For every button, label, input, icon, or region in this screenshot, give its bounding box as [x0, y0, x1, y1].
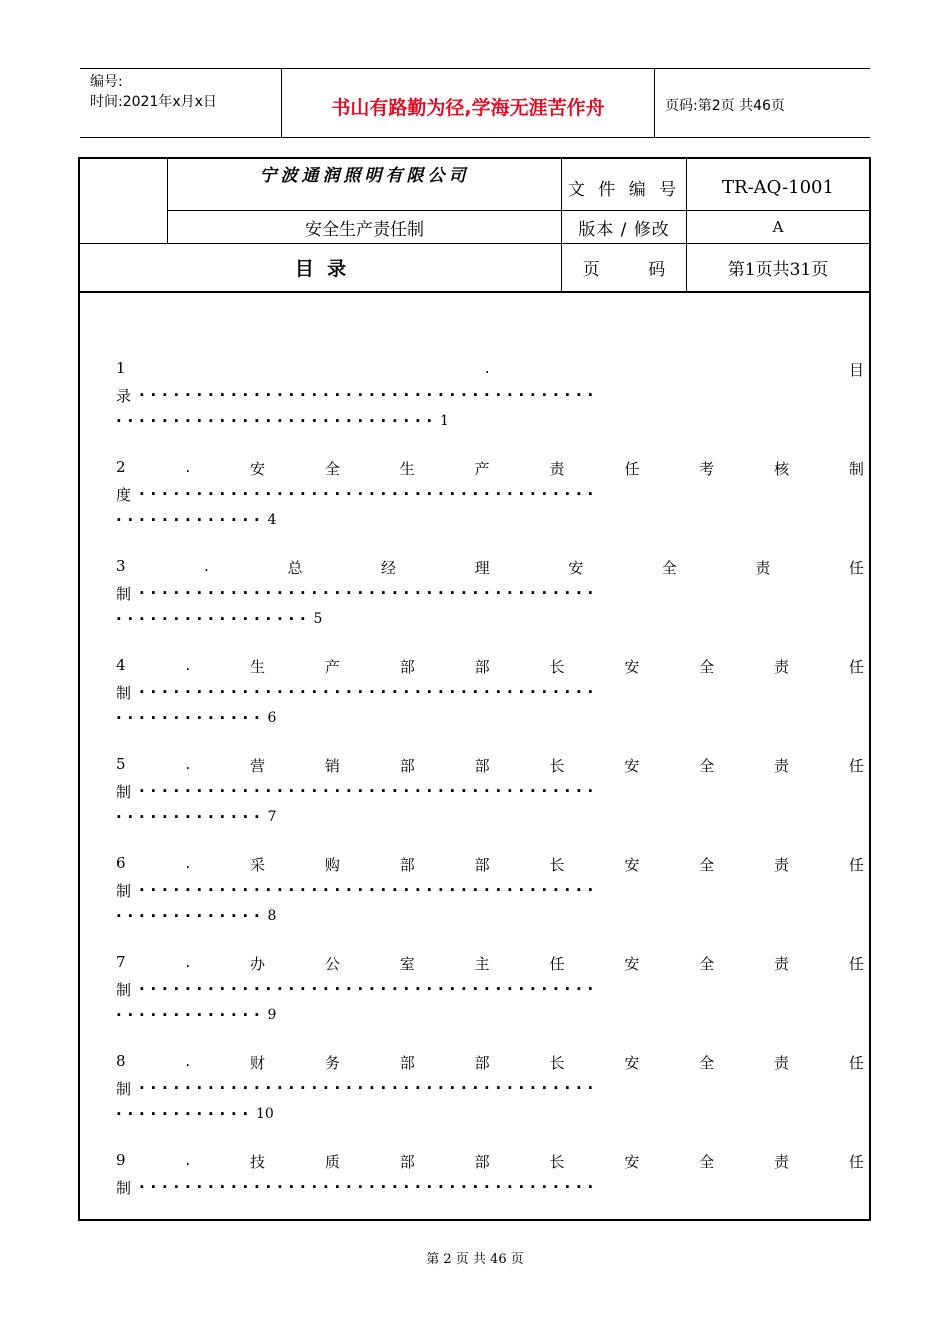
toc-heading-char: 任 [624, 460, 640, 478]
toc-heading-char: 4 [116, 656, 126, 674]
toc-page-line [116, 508, 276, 532]
toc-page-number: 4 [267, 512, 277, 528]
toc-heading-char: . [185, 1052, 191, 1070]
toc-heading-char: 产 [474, 460, 490, 478]
toc-heading-char: 长 [549, 757, 565, 775]
toc-heading-char: 7 [116, 953, 126, 971]
toc-page-number: 8 [267, 908, 277, 924]
dot-leader: ················· [116, 610, 312, 628]
toc-entry[interactable] [116, 557, 864, 633]
page-header [80, 68, 870, 138]
toc-heading-tail: 录 [116, 386, 132, 405]
toc-leader-line [116, 1076, 864, 1100]
toc-heading-char: 总 [287, 559, 303, 577]
dot-leader: ········································ [139, 386, 599, 404]
toc-heading-char: . [185, 854, 191, 872]
toc-title: 目 录 [294, 258, 347, 280]
toc-heading-char: 主 [474, 955, 490, 973]
toc-heading-char: 生 [399, 460, 415, 478]
toc-heading-tail: 制 [116, 1178, 132, 1197]
toc-page-line [116, 904, 276, 928]
toc-entry[interactable] [116, 656, 864, 732]
toc-heading-char: 安 [624, 658, 640, 676]
toc-heading-char: . [185, 1151, 191, 1169]
toc-leader-line [116, 383, 864, 407]
toc-heading-char: . [185, 458, 191, 476]
toc-heading-char: 目 [848, 361, 864, 379]
toc-heading-char: 核 [774, 460, 790, 478]
dot-leader: ···························· [116, 412, 438, 430]
toc-heading-char: 部 [399, 1054, 415, 1072]
toc-heading-char: 全 [699, 856, 715, 874]
toc-entry[interactable] [116, 1052, 864, 1128]
toc-heading-char: 3 [116, 557, 126, 575]
toc-entry[interactable] [116, 1151, 864, 1227]
toc-page-number: 10 [255, 1106, 274, 1122]
document-date: 时间:2021年x月x日 [90, 94, 217, 110]
logo-cell [80, 159, 167, 243]
toc-leader-line [116, 779, 864, 803]
toc-heading-char: 6 [116, 854, 126, 872]
toc-heading-char: 公 [324, 955, 340, 973]
toc-heading-char: 营 [250, 757, 266, 775]
toc-heading-char: 经 [381, 559, 397, 577]
toc-heading-tail: 制 [116, 881, 132, 900]
toc-heading-char: 室 [399, 955, 415, 973]
toc-heading-char: . [185, 755, 191, 773]
toc-heading-char: 责 [774, 1153, 790, 1171]
dot-leader: ········································ [139, 1178, 599, 1196]
toc-heading-char: 责 [774, 856, 790, 874]
page-footer: 第 2 页 共 46 页 [426, 1252, 524, 1267]
toc-heading-char: 全 [324, 460, 340, 478]
dot-leader: ············· [116, 511, 266, 529]
header-motto-cell [282, 69, 655, 137]
toc-page-line [116, 706, 276, 730]
toc-heading-char: 任 [549, 955, 565, 973]
toc-entry-heading [116, 1151, 864, 1175]
toc-entry[interactable] [116, 854, 864, 930]
motto-text: 书山有路勤为径,学海无涯苦作舟 [331, 97, 605, 119]
dot-leader: ········································ [139, 683, 599, 701]
toc-heading-char: 责 [774, 955, 790, 973]
toc-heading-char: 考 [699, 460, 715, 478]
toc-heading-char: 部 [399, 856, 415, 874]
toc-page-number: 6 [267, 710, 277, 726]
toc-entry-heading [116, 953, 864, 977]
toc-heading-tail: 制 [116, 584, 132, 603]
toc-page-number: 9 [267, 1007, 277, 1023]
toc-heading-char: 责 [774, 1054, 790, 1072]
toc-entry-heading [116, 656, 864, 680]
toc-page-line [116, 607, 322, 631]
header-page-info: 页码:第2页 共46页 [665, 98, 785, 114]
toc-heading-tail: 度 [116, 485, 132, 504]
document-number-label: 编号: [90, 74, 123, 90]
toc-heading-char: 2 [116, 458, 126, 476]
doc-number-label: 文 件 编 号 [567, 179, 681, 200]
toc-heading-char: 全 [661, 559, 677, 577]
toc-heading-char: 责 [774, 658, 790, 676]
toc-entry[interactable] [116, 458, 864, 534]
page-value: 第1页共31页 [727, 260, 829, 280]
toc-heading-char: 部 [399, 757, 415, 775]
toc-heading-char: 全 [699, 955, 715, 973]
toc-heading-char: 责 [549, 460, 565, 478]
toc-heading-char: 全 [699, 1153, 715, 1171]
toc-heading-char: 全 [699, 658, 715, 676]
toc-heading-char: 全 [699, 1054, 715, 1072]
toc-heading-char: 部 [474, 658, 490, 676]
toc-page-line [116, 409, 449, 433]
toc-heading-char: 1 [116, 359, 126, 377]
toc-heading-char: 质 [324, 1153, 340, 1171]
toc-heading-tail: 制 [116, 980, 132, 999]
toc-heading-char: 长 [549, 856, 565, 874]
toc-page-line [116, 1003, 276, 1027]
toc-heading-char: 生 [250, 658, 266, 676]
toc-heading-char: 安 [624, 1153, 640, 1171]
toc-entry[interactable] [116, 953, 864, 1029]
toc-heading-char: 5 [116, 755, 126, 773]
toc-heading-char: 安 [624, 757, 640, 775]
toc-heading-char: 技 [250, 1153, 266, 1171]
header-page-cell [655, 69, 870, 137]
toc-heading-char: 务 [324, 1054, 340, 1072]
toc-heading-char: 制 [848, 460, 864, 478]
toc-leader-line [116, 482, 864, 506]
dot-leader: ············· [116, 1006, 266, 1024]
toc-heading-char: 部 [399, 658, 415, 676]
toc-entry[interactable] [116, 359, 864, 435]
document-form [78, 157, 871, 1221]
toc-heading-char: 任 [848, 658, 864, 676]
dot-leader: ········································ [139, 1079, 599, 1097]
toc-heading-char: 任 [848, 1054, 864, 1072]
toc-heading-char: 部 [474, 1153, 490, 1171]
toc-heading-char: 安 [250, 460, 266, 478]
toc-heading-char: 全 [699, 757, 715, 775]
toc-leader-line [116, 977, 864, 1001]
toc-heading-char: 销 [324, 757, 340, 775]
toc-heading-char: . [484, 359, 490, 377]
toc-heading-char: . [204, 557, 209, 575]
toc-leader-line [116, 581, 864, 605]
toc-heading-char: 安 [568, 559, 584, 577]
dot-leader: ············ [116, 1105, 254, 1123]
toc-heading-char: 部 [474, 1054, 490, 1072]
toc-page-line [116, 1102, 274, 1126]
toc-page-number: 1 [439, 413, 449, 429]
doc-title: 安全生产责任制 [305, 219, 424, 240]
dot-leader: ············· [116, 709, 266, 727]
page-label: 页 码 [582, 260, 666, 280]
toc-heading-char: 产 [324, 658, 340, 676]
toc-entry[interactable] [116, 755, 864, 831]
toc-heading-char: 购 [324, 856, 340, 874]
company-name: 宁波通润照明有限公司 [259, 165, 470, 186]
toc-heading-char: 长 [549, 1054, 565, 1072]
toc-entry-heading [116, 755, 864, 779]
dot-leader: ········································ [139, 980, 599, 998]
toc-heading-char: 安 [624, 1054, 640, 1072]
toc-entry-heading [116, 557, 864, 581]
toc-page-line [116, 805, 276, 829]
toc-heading-char: 8 [116, 1052, 126, 1070]
toc-heading-tail: 制 [116, 1079, 132, 1098]
dot-leader: ············· [116, 808, 266, 826]
dot-leader: ············· [116, 907, 266, 925]
toc-heading-char: 责 [755, 559, 771, 577]
toc-heading-char: 部 [474, 757, 490, 775]
toc-heading-char: 9 [116, 1151, 126, 1169]
toc-leader-line [116, 680, 864, 704]
toc-heading-char: 任 [848, 955, 864, 973]
dot-leader: ········································ [139, 782, 599, 800]
toc-entry-heading [116, 854, 864, 878]
toc-heading-char: 办 [250, 955, 266, 973]
toc-page-number: 7 [267, 809, 277, 825]
version-label: 版本 / 修改 [578, 219, 670, 240]
toc-heading-char: 安 [624, 856, 640, 874]
toc-heading-char: 理 [474, 559, 490, 577]
toc-heading-char: 部 [474, 856, 490, 874]
doc-number-value: TR-AQ-1001 [722, 176, 834, 198]
toc-heading-char: 责 [774, 757, 790, 775]
toc-entry-heading [116, 1052, 864, 1076]
toc-page-number: 5 [313, 611, 323, 627]
toc-heading-char: 长 [549, 1153, 565, 1171]
toc-heading-char: 任 [848, 856, 864, 874]
toc-heading-char: 财 [250, 1054, 266, 1072]
toc-heading-char: 采 [250, 856, 266, 874]
toc-leader-line [116, 878, 864, 902]
toc-heading-char: . [185, 953, 191, 971]
dot-leader: ········································ [139, 584, 599, 602]
toc-heading-char: 长 [549, 658, 565, 676]
toc-entry-heading [116, 458, 864, 482]
dot-leader: ········································ [139, 485, 599, 503]
toc-heading-char: 安 [624, 955, 640, 973]
version-value: A [772, 218, 784, 236]
toc-leader-line [116, 1175, 864, 1199]
toc-heading-char: 任 [848, 559, 864, 577]
toc-heading-char: . [185, 656, 191, 674]
toc-entry-heading [116, 359, 864, 383]
dot-leader: ········································ [139, 881, 599, 899]
toc-heading-char: 任 [848, 1153, 864, 1171]
toc-heading-tail: 制 [116, 683, 132, 702]
toc-heading-char: 任 [848, 757, 864, 775]
header-meta-cell [80, 69, 282, 137]
toc-heading-char: 部 [399, 1153, 415, 1171]
toc-heading-tail: 制 [116, 782, 132, 801]
